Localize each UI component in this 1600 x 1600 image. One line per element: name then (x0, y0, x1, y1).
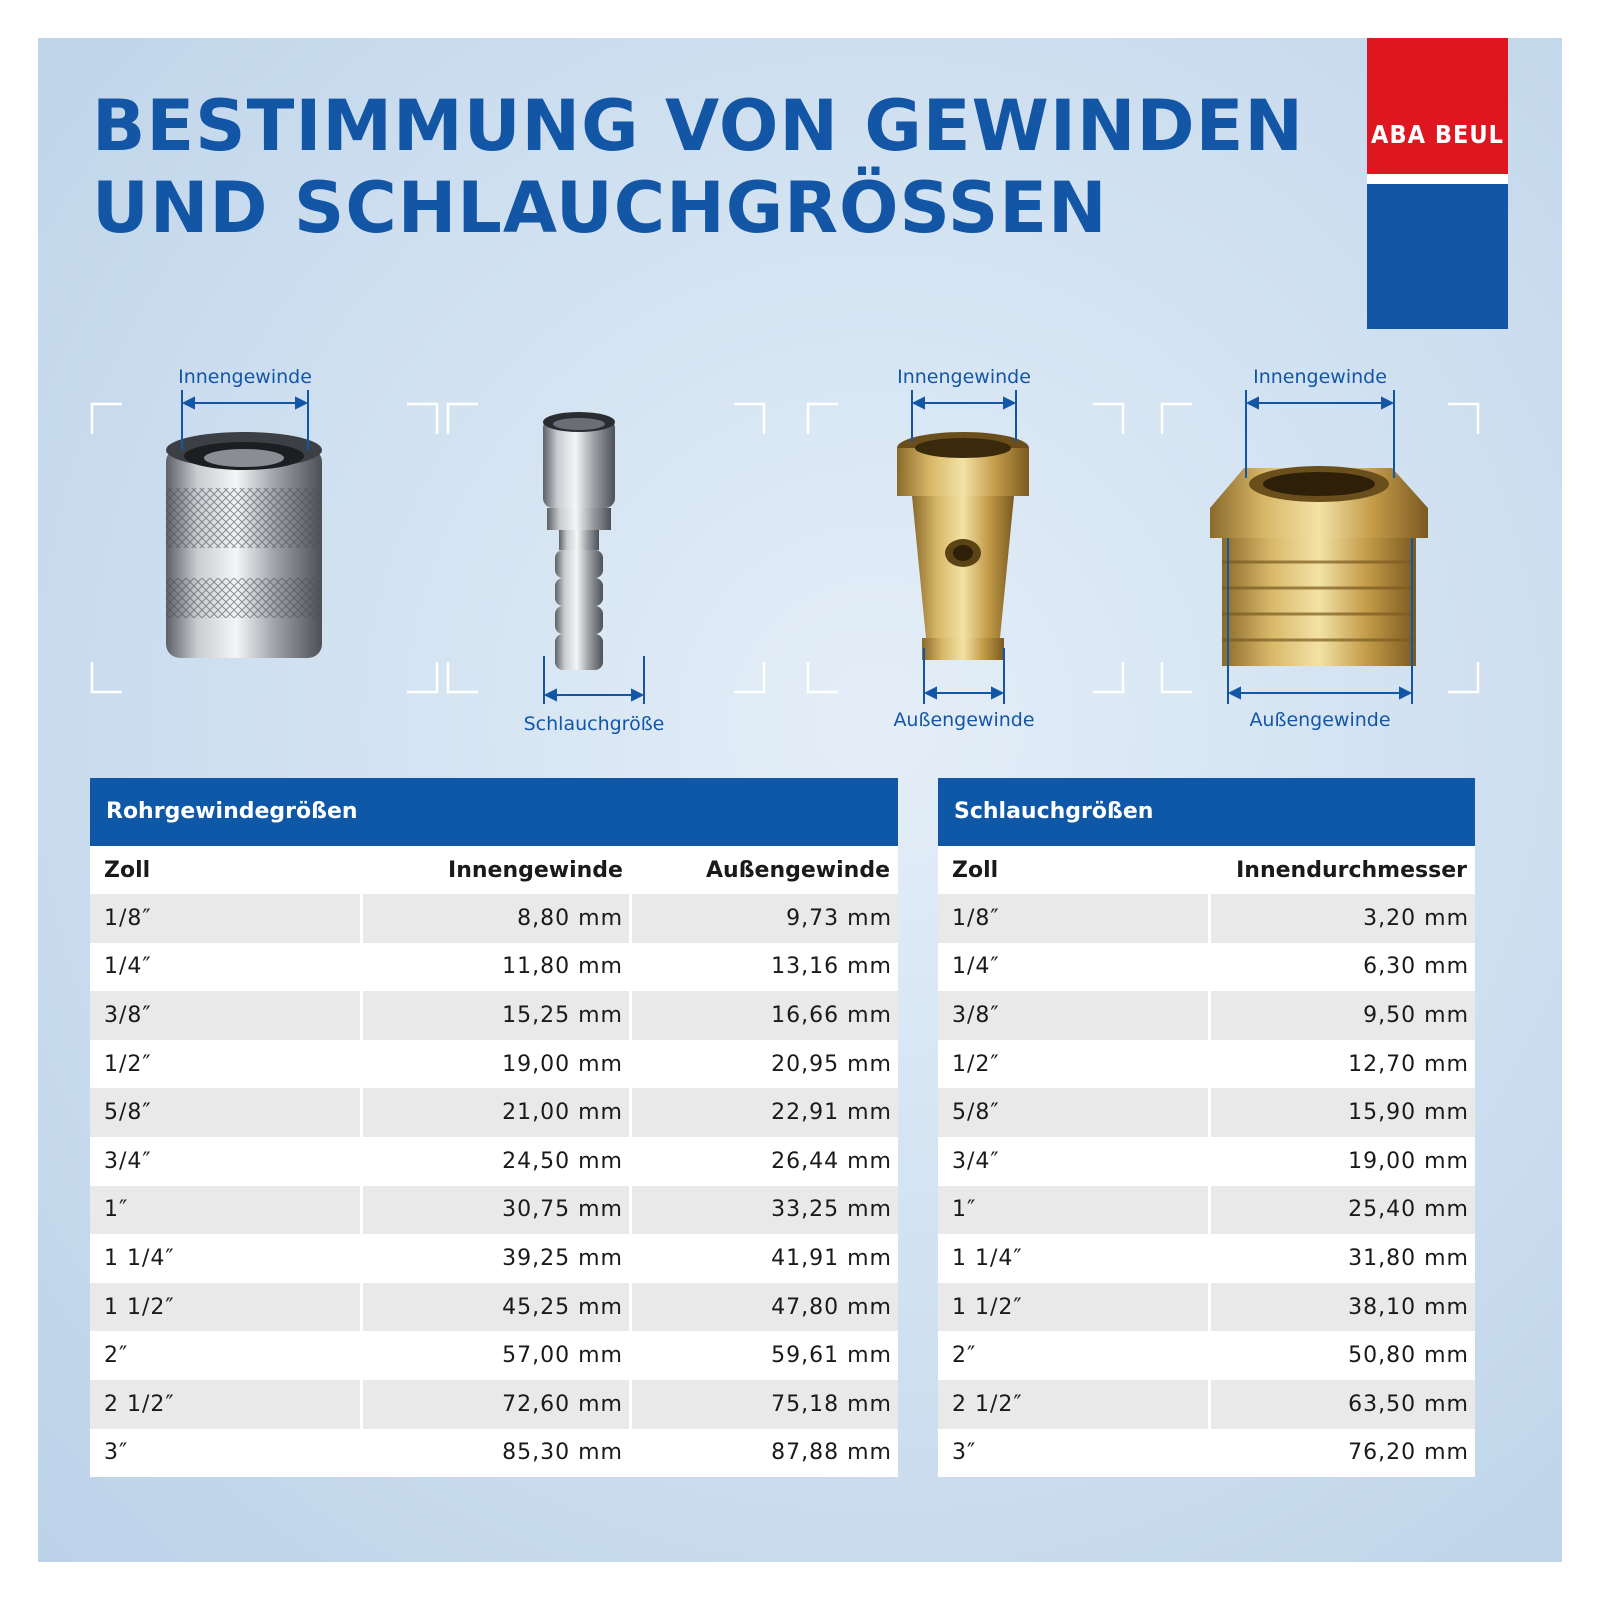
table-cell: 41,91 mm (629, 1234, 898, 1283)
table-cell: 1 1/2″ (90, 1283, 360, 1332)
table-row (90, 943, 898, 992)
table-cell: 16,66 mm (629, 991, 898, 1040)
table-cell: 1 1/2″ (938, 1283, 1208, 1332)
hose-nipple-icon (543, 412, 615, 670)
table-row (938, 1283, 1475, 1332)
table-cell: 3/4″ (104, 1148, 152, 1174)
table-row (90, 1283, 898, 1332)
table-cell: 85,30 mm (360, 1429, 629, 1478)
brass-banjo-fitting-icon (897, 432, 1029, 660)
table-row (938, 1088, 1475, 1137)
table-cell: 20,95 mm (629, 1040, 898, 1089)
table-row (938, 894, 1475, 943)
table-cell: 13,16 mm (629, 943, 898, 992)
table-row (90, 1429, 898, 1478)
table-row (938, 1331, 1475, 1380)
dim-label-4-top: Innengewinde (1253, 366, 1387, 388)
infographic-panel (38, 38, 1562, 1562)
table-title: Rohrgewindegrößen (90, 778, 898, 846)
table-cell: 75,18 mm (629, 1380, 898, 1429)
table-row (90, 991, 898, 1040)
fittings-illustration (38, 38, 1562, 758)
table-cell: 3/8″ (938, 991, 1208, 1040)
table-cell: 2 1/2″ (938, 1380, 1208, 1429)
table-cell: 2″ (104, 1343, 129, 1369)
table-cell: 15,25 mm (360, 991, 629, 1040)
table-body (938, 894, 1475, 1477)
table-cell: 1/8″ (90, 894, 360, 943)
table-cell: 59,61 mm (629, 1331, 898, 1380)
table-cell: 31,80 mm (1208, 1234, 1475, 1283)
table-cell: 2 1/2″ (90, 1380, 360, 1429)
page-title-line-2: UND SCHLAUCHGRÖSSEN (92, 167, 1108, 249)
table-cell: 22,91 mm (629, 1088, 898, 1137)
column-header: Innendurchmesser (1236, 857, 1467, 883)
dim-label-3-top: Innengewinde (897, 366, 1031, 388)
table-cell: 1/4″ (952, 954, 1000, 980)
table-row (938, 1040, 1475, 1089)
table-cell: 1/2″ (104, 1051, 152, 1077)
dim-label-2-bottom: Schlauchgröße (523, 713, 665, 735)
table-cell: 26,44 mm (629, 1137, 898, 1186)
table-cell: 24,50 mm (360, 1137, 629, 1186)
table-row (90, 1380, 898, 1429)
table-cell: 12,70 mm (1208, 1040, 1475, 1089)
table-cell: 3″ (104, 1440, 129, 1466)
table-cell: 3″ (952, 1440, 977, 1466)
table-cell: 1″ (938, 1186, 1208, 1235)
table-row (90, 1088, 898, 1137)
table-cell: 33,25 mm (629, 1186, 898, 1235)
table-row (938, 1234, 1475, 1283)
table-row (90, 1331, 898, 1380)
table-cell: 50,80 mm (1208, 1331, 1475, 1380)
table-cell: 1/4″ (104, 954, 152, 980)
dim-label-4-bottom: Außengewinde (1249, 709, 1391, 731)
table-cell: 2″ (952, 1343, 977, 1369)
chrome-coupling-icon (166, 432, 322, 658)
table-cell: 19,00 mm (1208, 1137, 1475, 1186)
table-cell: 11,80 mm (360, 943, 629, 992)
table-cell: 3,20 mm (1208, 894, 1475, 943)
table-cell: 30,75 mm (360, 1186, 629, 1235)
table-cell: 6,30 mm (1208, 943, 1475, 992)
table-row (938, 943, 1475, 992)
table-row (938, 1380, 1475, 1429)
column-header: Innengewinde (448, 857, 623, 883)
hose-size-table (938, 778, 1475, 1477)
table-cell: 1 1/4″ (104, 1245, 175, 1271)
table-cell: 19,00 mm (360, 1040, 629, 1089)
table-row (938, 1429, 1475, 1478)
table-row (938, 1186, 1475, 1235)
table-body (90, 894, 898, 1477)
logo-text: ABA BEUL (1371, 120, 1504, 149)
table-cell: 47,80 mm (629, 1283, 898, 1332)
table-cell: 1″ (90, 1186, 360, 1235)
table-cell: 87,88 mm (629, 1429, 898, 1478)
table-cell: 8,80 mm (360, 894, 629, 943)
table-cell: 45,25 mm (360, 1283, 629, 1332)
column-header: Zoll (104, 857, 151, 883)
table-row (938, 1137, 1475, 1186)
table-title: Schlauchgrößen (938, 778, 1475, 846)
table-cell: 39,25 mm (360, 1234, 629, 1283)
table-cell: 21,00 mm (360, 1088, 629, 1137)
table-cell: 15,90 mm (1208, 1088, 1475, 1137)
table-cell: 63,50 mm (1208, 1380, 1475, 1429)
table-row (90, 894, 898, 943)
table-cell: 76,20 mm (1208, 1429, 1475, 1478)
table-header-row (938, 846, 1475, 894)
table-cell: 1 1/4″ (952, 1245, 1023, 1271)
table-cell: 3/8″ (90, 991, 360, 1040)
table-row (90, 1234, 898, 1283)
table-row (90, 1186, 898, 1235)
pipe-thread-table (90, 778, 898, 1477)
table-cell: 1/2″ (952, 1051, 1000, 1077)
column-header: Zoll (952, 857, 999, 883)
table-cell: 1/8″ (938, 894, 1208, 943)
table-cell: 9,73 mm (629, 894, 898, 943)
column-header: Außengewinde (706, 857, 890, 883)
table-row (938, 991, 1475, 1040)
table-cell: 38,10 mm (1208, 1283, 1475, 1332)
table-header-row (90, 846, 898, 894)
table-cell: 57,00 mm (360, 1331, 629, 1380)
dim-label-1-top: Innengewinde (178, 366, 312, 388)
table-cell: 5/8″ (90, 1088, 360, 1137)
page-title-line-1: BESTIMMUNG VON GEWINDEN (92, 85, 1304, 167)
table-cell: 5/8″ (938, 1088, 1208, 1137)
brass-reducer-icon (1210, 466, 1428, 666)
table-row (90, 1137, 898, 1186)
table-cell: 3/4″ (952, 1148, 1000, 1174)
dim-label-3-bottom: Außengewinde (893, 709, 1035, 731)
table-cell: 9,50 mm (1208, 991, 1475, 1040)
table-cell: 25,40 mm (1208, 1186, 1475, 1235)
table-cell: 72,60 mm (360, 1380, 629, 1429)
table-row (90, 1040, 898, 1089)
